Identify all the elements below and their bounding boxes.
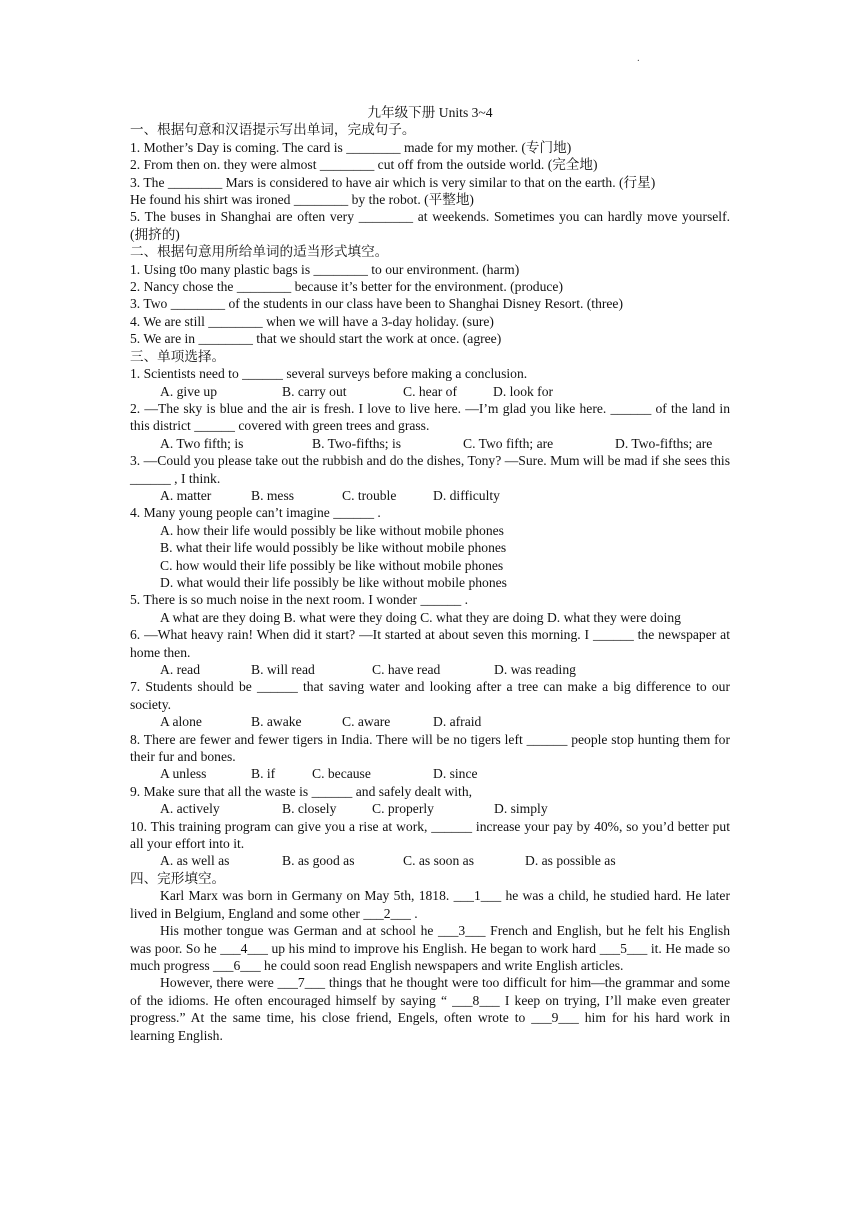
q7-stem: 7. Students should be ______ that saving water and looking after a tree can make a big difference to our society. <box>130 679 730 712</box>
q9-option-d: D. simply <box>494 801 548 817</box>
q3-option-c: C. trouble <box>342 487 397 503</box>
s1-item-1: 1. Mother’s Day is coming. The card is ________ made for my mother. (专门地) <box>130 139 572 155</box>
q10-options <box>130 852 730 869</box>
q7-option-c: C. aware <box>342 714 391 730</box>
q3-stem: 3. —Could you please take out the rubbish and do the dishes, Tony? —Sure. Mum will be mad if she sees this ______ , I think. <box>130 453 730 486</box>
q3-option-a: A. matter <box>160 487 212 503</box>
q9-option-a: A. actively <box>160 801 220 817</box>
section-2-heading: 二、根据句意用所给单词的适当形式填空。 <box>130 244 389 260</box>
s2-item-3: 3. Two ________ of the students in our class have been to Shanghai Disney Resort. (three) <box>130 296 623 312</box>
q6-option-a: A. read <box>160 662 201 677</box>
q6-stem: 6. —What heavy rain! When did it start? —It started at about seven this morning. I ______ the newspaper at home then. <box>130 627 730 660</box>
q6-options <box>130 661 730 678</box>
s1-item-3: 3. The ________ Mars is considered to have air which is very similar to that on the earth. (行星) <box>130 174 656 190</box>
q2-stem: 2. —The sky is blue and the air is fresh. I love to live here. —I’m glad you like here. ______ of the land in this district ______ covered with green trees and grass. <box>130 400 730 434</box>
q8-option-b: B. if <box>251 766 276 782</box>
s2-item-5: 5. We are in ________ that we should start the work at once. (agree) <box>130 331 502 347</box>
q1-option-c: C. hear of <box>403 383 457 399</box>
section-4-heading: 四、完形填空。 <box>130 870 226 886</box>
q4-option-a: A. how their life would possibly be like without mobile phones <box>160 522 504 538</box>
cloze-paragraph-3: However, there were ___7___ things that he thought were too difficult for him—the grammar and some of the idioms. He often encouraged himself by saying “ ___8___ I keep on trying, I’ll make even greater progress.” At the same time, his close friend, Engels, often wrote to ___9___ him for his hard work in learning English. <box>130 975 730 1043</box>
q8-stem: 8. There are fewer and fewer tigers in India. There will be no tigers left ______ people stop hunting them for their fur and bones. <box>130 731 730 765</box>
page-title: 九年级下册 Units 3~4 <box>367 105 493 120</box>
s2-item-1: 1. Using t0o many plastic bags is ________ to our environment. (harm) <box>130 261 520 277</box>
section-1-heading: 一、根据句意和汉语提示写出单词，完成句子。 <box>130 122 416 138</box>
q4-option-d: D. what would their life possibly be like without mobile phones <box>160 574 507 590</box>
q2-option-a: A. Two fifth; is <box>160 435 244 451</box>
q1-stem: 1. Scientists need to ______ several surveys before making a conclusion. <box>130 366 528 382</box>
q6-option-d: D. was reading <box>494 662 576 677</box>
q9-stem: 9. Make sure that all the waste is ______ and safely dealt with, <box>130 783 473 799</box>
q10-option-a: A. as well as <box>160 853 230 869</box>
q3-option-b: B. mess <box>251 487 295 503</box>
q7-option-b: B. awake <box>251 714 302 730</box>
q2-options <box>130 435 730 452</box>
q2-option-b: B. Two-fifths; is <box>312 435 402 451</box>
s2-item-2: 2. Nancy chose the ________ because it’s better for the environment. (produce) <box>130 279 563 295</box>
q8-option-c: C. because <box>312 766 371 782</box>
q7-options <box>130 713 730 730</box>
q7-option-d: D. afraid <box>433 714 482 730</box>
s1-item-4: He found his shirt was ironed ________ by the robot. (平整地) <box>130 192 474 208</box>
q10-option-b: B. as good as <box>282 853 355 869</box>
section-3-heading: 三、单项选择。 <box>130 348 226 364</box>
q8-options <box>130 765 730 782</box>
q7-option-a: A alone <box>160 714 202 730</box>
document-body <box>130 104 730 1044</box>
q4-option-b: B. what their life would possibly be like without mobile phones <box>160 540 507 556</box>
s2-item-4: 4. We are still ________ when we will have a 3-day holiday. (sure) <box>130 313 494 329</box>
cloze-paragraph-1: Karl Marx was born in Germany on May 5th, 1818. ___1___ he was a child, he studied hard. He later lived in Belgium, England and some other ___2___ . <box>130 888 730 921</box>
q10-option-d: D. as possible as <box>525 853 616 869</box>
header-mark: . <box>637 52 640 64</box>
q8-option-d: D. since <box>433 766 478 782</box>
q4-stem: 4. Many young people can’t imagine ______ . <box>130 505 381 521</box>
q9-options <box>130 800 730 817</box>
s1-item-5: 5. The buses in Shanghai are often very ________ at weekends. Sometimes you can hardly move yourself. (拥挤的) <box>130 209 730 242</box>
q3-option-d: D. difficulty <box>433 487 500 503</box>
q6-option-b: B. will read <box>251 662 315 677</box>
q1-option-d: D. look for <box>493 383 554 399</box>
q10-option-c: C. as soon as <box>403 853 474 869</box>
q6-option-c: C. have read <box>372 662 441 677</box>
cloze-paragraph-2: His mother tongue was German and at school he ___3___ French and English, but he felt his English was poor. So he ___4___ up his mind to improve his English. He began to work hard ___5___ it. He made so much progress ___6___ he could soon read English newspapers and write English articles. <box>130 923 730 973</box>
q3-options <box>130 487 730 504</box>
q1-option-b: B. carry out <box>282 383 347 399</box>
q4-option-c: C. how would their life possibly be like without mobile phones <box>160 557 504 573</box>
q2-option-c: C. Two fifth; are <box>463 435 554 451</box>
q2-option-d: D. Two-fifths; are <box>615 435 713 451</box>
q1-option-a: A. give up <box>160 383 218 399</box>
q5-options: A what are they doing B. what were they doing C. what they are doing D. what they were doing <box>160 609 681 625</box>
q5-stem: 5. There is so much noise in the next room. I wonder ______ . <box>130 592 469 608</box>
s1-item-2: 2. From then on. they were almost ________ cut off from the outside world. (完全地) <box>130 157 598 173</box>
q10-stem: 10. This training program can give you a rise at work, ______ increase your pay by 40%, so you’d better put all your effort into it. <box>130 818 730 852</box>
q9-option-b: B. closely <box>282 801 337 817</box>
q1-options <box>130 383 730 400</box>
q9-option-c: C. properly <box>372 801 434 817</box>
q8-option-a: A unless <box>160 766 207 782</box>
